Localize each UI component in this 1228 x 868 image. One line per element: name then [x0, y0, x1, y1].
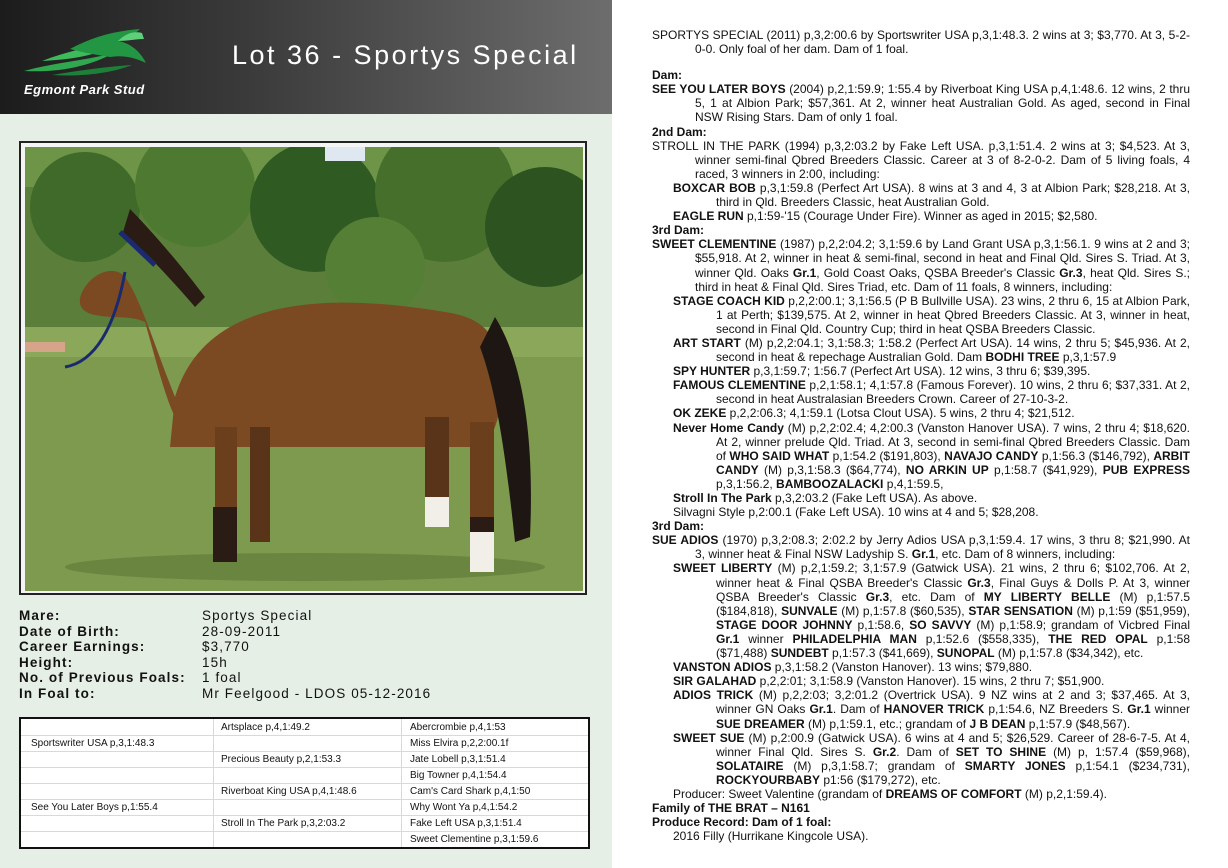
horse-photo [25, 147, 583, 591]
grade: Gr.1 [716, 631, 740, 646]
progeny-entry [652, 181, 1190, 209]
horse-name: SUE DREAMER [716, 716, 805, 731]
horse-name: ART START [673, 335, 741, 350]
detail-value: $3,770 [202, 639, 250, 655]
detail-label: Height: [19, 654, 74, 670]
detail-value: 15h [202, 654, 228, 670]
horse-name: BOXCAR BOB [673, 180, 756, 195]
pedigree-divider [21, 815, 588, 816]
horse-name: BAMBOOZALACKI [776, 476, 884, 491]
pedigree-gen3: Cam's Card Shark p,4,1:50 [410, 786, 531, 797]
record-text: (M) p,1:59 ($51,959), [1072, 603, 1190, 618]
record-text: (M) p,2,1:59.4). [1021, 786, 1107, 801]
detail-value: 1 foal [202, 670, 242, 686]
detail-label: Career Earnings: [19, 639, 146, 655]
horse-name: SOLATAIRE [716, 758, 784, 773]
horse-name: ADIOS TRICK [673, 688, 754, 703]
horse-name: J B DEAN [969, 716, 1026, 731]
detail-value: 28-09-2011 [202, 623, 282, 639]
horse-name: DREAMS OF COMFORT [885, 786, 1022, 801]
progeny-entry [652, 294, 1190, 336]
detail-label: No. of Previous Foals: [19, 670, 186, 686]
intro-paragraph: SPORTYS SPECIAL (2011) p,3,2:00.6 by Sportswriter USA p,3,1:48.3. 2 wins at 3; $3,770. At 3, 5-2-0-0. Only foal of her dam. Dam of 1 foal. [652, 28, 1190, 57]
progeny-entry [652, 336, 1190, 364]
spacer [652, 56, 1190, 68]
detail-label: In Foal to: [19, 685, 96, 701]
grade: Gr.3 [967, 575, 991, 590]
progeny-entry [652, 491, 1190, 505]
record-text: p,1:58.7 ($41,929), [988, 462, 1103, 477]
horse-name: SWEET CLEMENTINE [652, 237, 777, 252]
horse-name: SUNDEBT [770, 646, 829, 661]
dam4-paragraph [652, 533, 1190, 561]
horse-name: MY LIBERTY BELLE [983, 589, 1111, 604]
pedigree-gen2: Stroll In The Park p,3,2:03.2 [221, 818, 346, 829]
horse-name: EAGLE RUN [673, 209, 744, 224]
horse-name: SWEET SUE [673, 730, 745, 745]
horse-name: STAGE COACH KID [673, 293, 785, 308]
horse-name: PUB EXPRESS [1102, 462, 1191, 477]
record-text: winner [1150, 702, 1191, 717]
record-text: (M) p,1:58.9; grandam of Vicbred Final [971, 617, 1191, 632]
horse-name: WHO SAID WHAT [729, 448, 830, 463]
pedigree-gen3: Big Towner p,4,1:54.4 [410, 770, 507, 781]
header-banner [0, 0, 612, 114]
progeny-entry [652, 688, 1190, 730]
record-text: p,2,2:06.3; 4,1:59.1 (Lotsa Clout USA). 5 wins, 2 thru 4; $21,512. [726, 406, 1075, 421]
catalogue-text [652, 28, 1190, 843]
record-text: (M) p,1:57.8 ($60,535), [837, 603, 969, 618]
grade: Gr.3 [1059, 265, 1083, 280]
horse-name: FAMOUS CLEMENTINE [673, 378, 806, 393]
pedigree-dam: See You Later Boys p,1:55.4 [31, 802, 158, 813]
grade: Gr.3 [865, 589, 890, 604]
progeny-entry [652, 561, 1190, 660]
pedigree-divider [21, 751, 588, 752]
horse-name: PHILADELPHIA MAN [792, 631, 917, 646]
pedigree-divider [21, 767, 588, 768]
detail-value: Mr Feelgood - LDOS 05-12-2016 [202, 685, 432, 701]
horse-name: SIR GALAHAD [673, 674, 757, 689]
dam3-heading: 3rd Dam: [652, 223, 705, 238]
record-text: p,1:56.3 ($146,792), [1038, 448, 1154, 463]
horse-head-logo-icon [22, 25, 152, 81]
detail-value: Sportys Special [202, 608, 313, 623]
left-panel [0, 0, 612, 868]
record-text: p,2,2:00.1; 3,1:56.5 (P B Bullville USA). 23 wins, 2 thru 6, 15 at Albion Park, 1 at Perth; $139,575. At 2, winner in heat Qbred Breeders Classic. At 3, winner in heat, second in Final Qld. Country Cup; third in heat QSBA Breeders Classic. [716, 293, 1190, 336]
detail-label: Date of Birth: [19, 623, 120, 639]
pedigree-gen2: Riverboat King USA p,4,1:48.6 [221, 786, 357, 797]
progeny-entry [652, 674, 1190, 688]
record-text: (M) p,3,1:58.3 ($64,774), [758, 462, 906, 477]
page-title: Lot 36 - Sportys Special [232, 40, 579, 70]
dam2-paragraph: STROLL IN THE PARK (1994) p,3,2:03.2 by Fake Left USA. p,3,1:51.4. 2 wins at 3; $4,523. At 3, winner semi-final Qbred Breeders Classic. Career at 3 of 8-2-0-2. Dam of 5 living foals, 4 raced, 3 winners in 2:00, including: [652, 138, 1190, 181]
record-text: p,3,1:59.8 (Perfect Art USA). 8 wins at 3 and 4, 3 at Albion Park; $28,218. At 3, third in Qld. Breeders Classic, heat Australian Gold. [716, 180, 1190, 210]
record-text: p,1:54.6, NZ Breeders S. [984, 702, 1128, 717]
pedigree-divider [21, 735, 588, 736]
record-text: (M) p,1:57.8 ($34,342), etc. [994, 646, 1144, 661]
record-text: (M) p,2,2:03; 3,2:01.2 (Overtrick USA). 9 NZ wins at 2 and 3; $37,465. At 3, winner GN Oaks [716, 688, 1191, 717]
record-text: . Dam of [896, 744, 956, 759]
progeny-entry [652, 209, 1190, 223]
record-text: , etc. Dam of [889, 589, 984, 604]
grade: Gr.1 [1127, 702, 1151, 717]
record-text: p,1:59-'15 (Courage Under Fire). Winner as aged in 2015; $2,580. [743, 209, 1098, 224]
record-text: , Final Guys & Dolls P. At 3, winner QSBA Breeder's Classic [716, 575, 1190, 604]
pedigree-gen3: Fake Left USA p,3,1:51.4 [410, 818, 522, 829]
horse-name: THE RED OPAL [1048, 631, 1148, 646]
record-text: (M) p,2,1:59.2; 3,1:57.9 (Gatwick USA). 21 wins, 2 thru 6; $102,706. At 2, winner heat & Final QSBA Breeder's Classic [716, 561, 1190, 590]
record-text: p,1:58 ($71,488) [716, 631, 1190, 661]
grade: Gr.1 [911, 547, 936, 562]
record-text: , heat Qld. Sires S.; third in heat & Final Qld. Sires Triad, etc. Dam of 11 foals, 8 winners, including: [695, 265, 1190, 294]
record-text: (M) p,1:57.5 ($184,818), [716, 589, 1191, 618]
record-text: (M) p, 1:57.4 ($59,968), [1046, 744, 1190, 759]
horse-name: NO ARKIN UP [905, 462, 989, 477]
pedigree-divider [21, 799, 588, 800]
producer-line [652, 787, 1190, 801]
pedigree-gen3: Why Wont Ya p,4,1:54.2 [410, 802, 518, 813]
pedigree-sire: Sportswriter USA p,3,1:48.3 [31, 738, 155, 749]
record-text: p,3,1:58.2 (Vanston Hanover). 13 wins; $79,880. [771, 660, 1033, 675]
family-line: Family of THE BRAT – N161 [652, 801, 810, 816]
dam-paragraph [652, 82, 1190, 124]
progeny-entry [652, 364, 1190, 378]
detail-label: Mare: [19, 608, 61, 623]
horse-name: SWEET LIBERTY [673, 561, 773, 576]
record-text: p,1:52.6 ($558,335), [916, 631, 1049, 646]
pedigree-table [19, 717, 590, 849]
record-text: . Dam of [832, 702, 884, 717]
record-text: p,4,1:59.5, [883, 476, 944, 491]
progeny-entry [652, 406, 1190, 420]
record-text: Producer: Sweet Valentine (grandam of [673, 786, 886, 801]
produce-item: 2016 Filly (Hurrikane Kingcole USA). [673, 829, 869, 844]
horse-name: SMARTY JONES [964, 758, 1066, 773]
record-text: p,3,2:03.2 (Fake Left USA). As above. [771, 491, 978, 505]
horse-name: SUNVALE [781, 603, 838, 618]
horse-name: ARBIT CANDY [716, 448, 1191, 477]
record-text: p,3,1:59.7; 1:56.7 (Perfect Art USA). 12 wins, 3 thru 6; $39,395. [750, 364, 1091, 379]
grade: Gr.1 [792, 265, 817, 280]
horse-name: SET TO SHINE [955, 744, 1047, 759]
record-text: p,1:54.2 ($191,803), [829, 448, 945, 463]
horse-name: SO SAVVY [909, 617, 972, 632]
record-text: (M) p,2:00.9 (Gatwick USA). 6 wins at 4 and 5; $26,529. Career of 28-6-7-5. At 4, winner Final Qld. Sires S. [716, 730, 1190, 759]
record-text: , Gold Coast Oaks, QSBA Breeder's Classic [816, 265, 1060, 280]
horse-name: STAGE DOOR JOHNNY [716, 617, 853, 632]
record-text: winner [739, 631, 793, 646]
record-text: (M) p,2,2:04.1; 3,1:58.3; 1:58.2 (Perfect Art USA). 14 wins, 2 thru 5; $45,936. At 2, second in heat & repechage Australian Gold. Dam [716, 335, 1190, 365]
progeny-entry [652, 660, 1190, 674]
brand-name: Egmont Park Stud [24, 82, 145, 97]
pedigree-gen2: Precious Beauty p,2,1:53.3 [221, 754, 342, 765]
pedigree-gen2: Artsplace p,4,1:49.2 [221, 722, 310, 733]
record-text: (M) p,2,2:02.4; 4,2:00.3 (Vanston Hanover USA). 7 wins, 2 thru 4; $18,620. At 2, winner prelude Qld. Triad. At 3, second in semi-final Qbred Breeders Classic. Dam of [716, 420, 1190, 463]
horse-name: SPY HUNTER [673, 364, 751, 379]
record-text: p,3,1:57.9 [1059, 350, 1117, 365]
pedigree-gen3: Miss Elvira p,2,2:00.1f [410, 738, 509, 749]
record-text: (2004) p,2,1:59.9; 1:55.4 by Riverboat King USA p,4,1:48.6. 12 wins, 2 thru 5, 1 at Albion Park; $57,361. At 2, winner heat Australian Gold. As aged, second in Final NSW Rising Stars. Dam of only 1 foal. [695, 82, 1190, 125]
horse-name: SUNOPAL [936, 646, 995, 661]
progeny-entry: Silvagni Style p,2:00.1 (Fake Left USA). 10 wins at 4 and 5; $28,208. [673, 505, 1039, 520]
horse-name: BODHI TREE [985, 350, 1060, 365]
horse-name: Never Home Candy [673, 420, 784, 435]
horse-photo-frame [19, 141, 587, 595]
pedigree-gen3: Abercrombie p,4,1:53 [410, 722, 506, 733]
pedigree-divider [21, 783, 588, 784]
dam3-paragraph [652, 237, 1190, 293]
horse-name: HANOVER TRICK [883, 702, 985, 717]
grade: Gr.2 [872, 744, 897, 759]
dam4-heading: 3rd Dam: [652, 519, 705, 534]
horse-name: ROCKYOURBABY [716, 772, 821, 787]
progeny-entry [652, 378, 1190, 406]
horse-name: NAVAJO CANDY [944, 448, 1039, 463]
record-text: p,3,1:56.2, [716, 476, 777, 491]
record-text: p,1:58.6, [852, 617, 910, 632]
progeny-entry [652, 731, 1190, 787]
record-text: p,2,1:58.1; 4,1:57.8 (Famous Forever). 10 wins, 2 thru 6; $37,331. At 2, second in heat Australasian Breeders Crown. Career of 27-10-3-2. [716, 378, 1190, 407]
horse-name: SEE YOU LATER BOYS [652, 82, 786, 97]
horse-name: VANSTON ADIOS [673, 660, 772, 675]
dam-heading: Dam: [652, 68, 683, 83]
produce-heading: Produce Record: Dam of 1 foal: [652, 815, 832, 830]
horse-name: Stroll In The Park [673, 491, 772, 505]
record-text: , etc. Dam of 8 winners, including: [935, 547, 1116, 562]
record-text: p,1:57.9 ($48,567). [1025, 716, 1131, 731]
horse-name: STAR SENSATION [968, 603, 1073, 618]
progeny-entry [652, 421, 1190, 491]
dam2-heading: 2nd Dam: [652, 124, 707, 139]
record-text: p,1:57.3 ($41,669), [828, 646, 937, 661]
record-text: (M) p,1:59.1, etc.; grandam of [804, 716, 970, 731]
horse-name: SUE ADIOS [652, 533, 719, 548]
grade: Gr.1 [809, 702, 833, 717]
record-text: p,1:54.1 ($234,731), [1065, 758, 1191, 773]
record-text: p1:56 ($179,272), etc. [820, 772, 941, 787]
pedigree-gen3: Sweet Clementine p,3,1:59.6 [410, 834, 539, 845]
horse-name: OK ZEKE [673, 406, 727, 421]
record-text: (1970) p,3,2:08.3; 2:02.2 by Jerry Adios USA p,3,1:59.4. 17 wins, 3 thru 8; $21,990. At 3, winner heat & Final NSW Ladyship S. [695, 533, 1190, 562]
pedigree-divider [21, 831, 588, 832]
pedigree-gen3: Jate Lobell p,3,1:51.4 [410, 754, 506, 765]
record-text: (M) p,3,1:58.7; grandam of [783, 758, 965, 773]
record-text: (1987) p,2,2:04.2; 3,1:59.6 by Land Grant USA p,3,1:56.1. 9 wins at 2 and 3; $55,918. At 2, winner in heat & semi-final, second in heat and Final Qld. Sires S. Triad. At 3, winner Qld. Oaks [695, 237, 1190, 280]
record-text: p,2,2:01; 3,1:58.9 (Vanston Hanover). 15 wins, 2 thru 7; $51,900. [756, 674, 1105, 689]
